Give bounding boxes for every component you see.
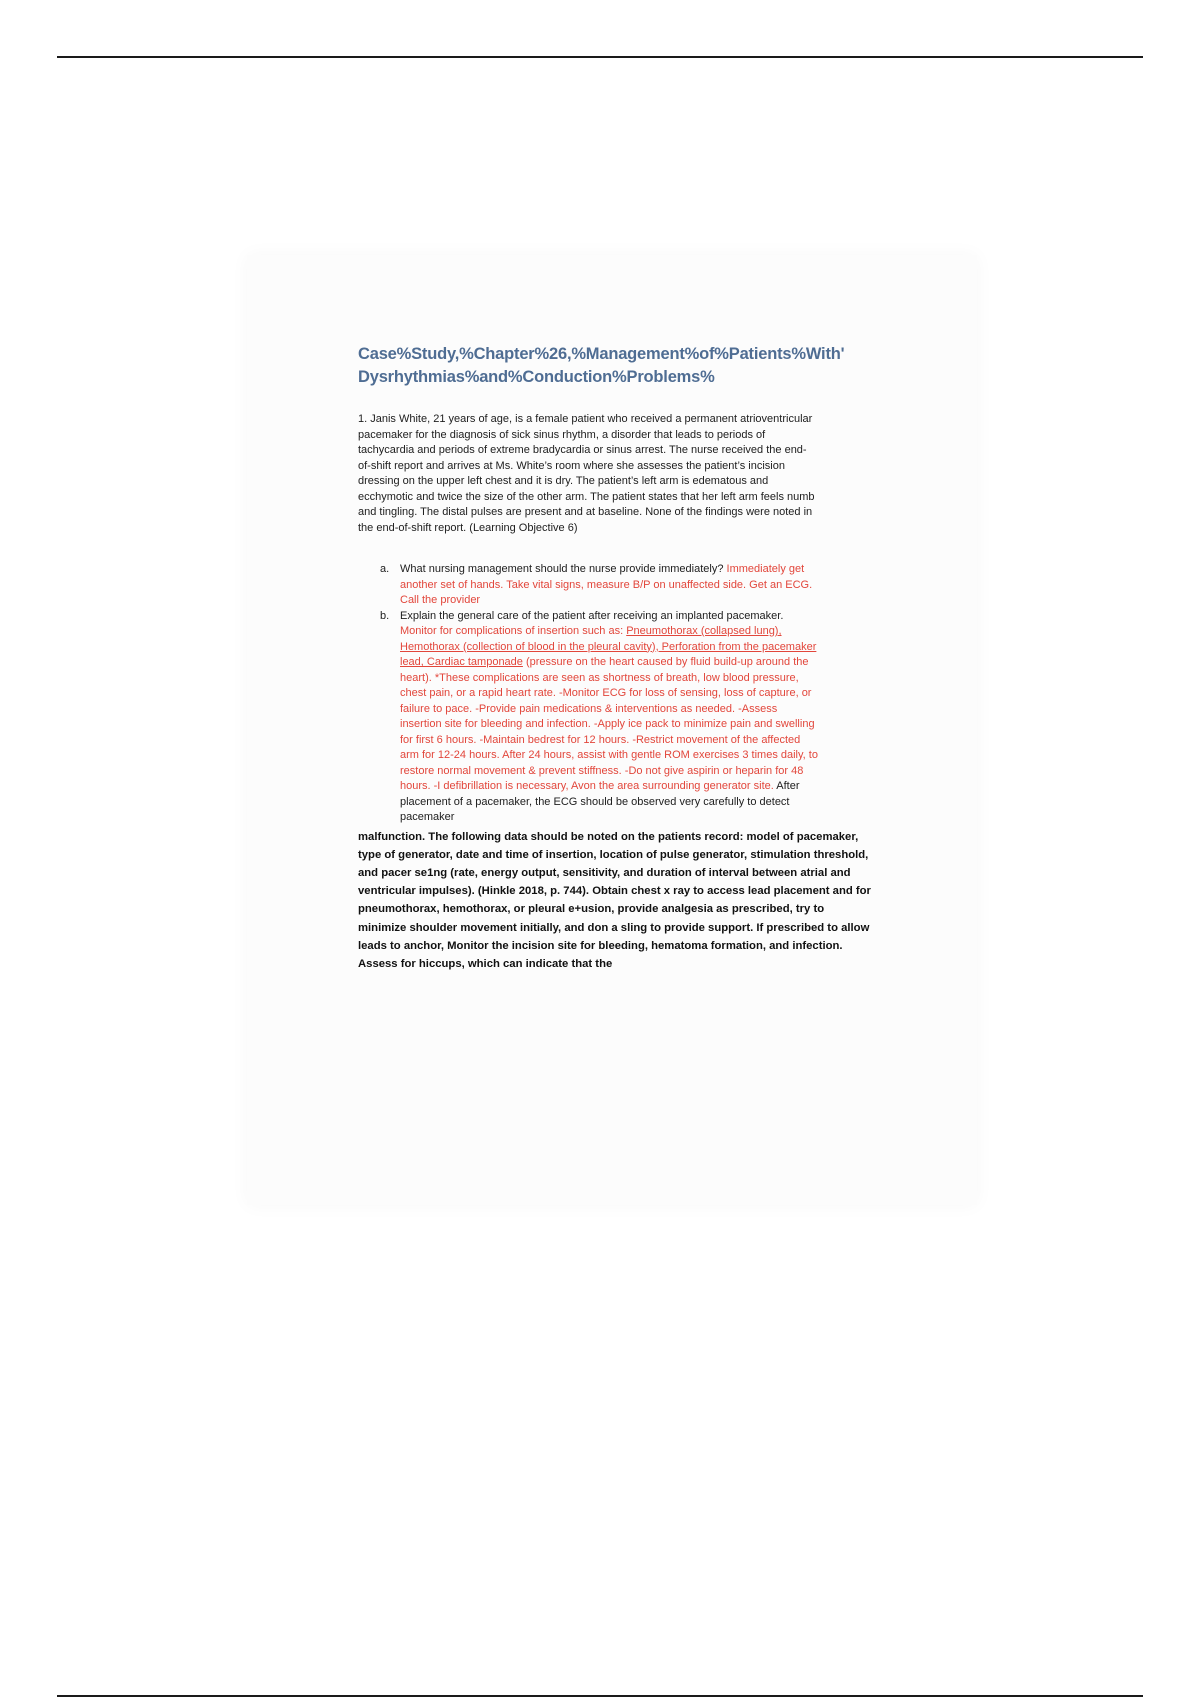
continuation-paragraph: malfunction. The following data should be noted on the patients record: model of pacemaker, type of generator, date and time of insertion, location of pulse generator, stimulation threshold, and pacer se1ng (rate, energy output, sensitivity, and duration of interval between atrial and ventricular impulses). (Hinkle 2018, p. 744). Obtain chest x ray to access lead placement and for pneumothorax, hemothorax, or pleural e+usion, provide analgesia as prescribed, try to minimize shoulder movement initially, and don a sling to provide support. If prescribed to allow leads to anchor, Monitor the incision site for bleeding, hematoma formation, and infection. Assess for hiccups, which can indicate that the <box>358 830 871 970</box>
top-rule <box>57 56 1143 58</box>
item-a-question: What nursing management should the nurse provide immediately? <box>400 563 724 575</box>
title-line-1: Case%Study,%Chapter%26,%Management%of%Patients%With' <box>358 345 845 363</box>
item-a-answer: Immediately get another set of hands. Take vital signs, measure B/P on unaffected side. Get an ECG. Call the provider <box>400 563 813 606</box>
question-intro: 1. Janis White, 21 years of age, is a female patient who received a permanent atrioventricular pacemaker for the diagnosis of sick sinus rhythm, a disorder that leads to periods of tachycardia and periods of extreme bradycardia or sinus arrest. The nurse received the end-of-shift report and arrives at Ms. White’s room where she assesses the patient’s incision dressing on the upper left chest and it is dry. The patient’s left arm is edematous and ecchymotic and twice the size of the other arm. The patient states that her left arm feels numb and tingling. The distal pulses are present and at baseline. None of the findings were noted in the end-of-shift report. (Learning Objective 6) <box>358 413 815 534</box>
item-b-question: Explain the general care of the patient after receiving an implanted pacemaker. <box>400 609 784 622</box>
item-b-marker: b. <box>380 609 390 622</box>
document-content <box>358 343 883 973</box>
question-list <box>380 562 820 826</box>
item-b-tail: After placement of a pacemaker, the ECG should be observed very carefully to detect pacemaker <box>400 780 800 823</box>
item-b-answer-rest: (pressure on the heart caused by fluid build-up around the heart). *These complications are seen as shortness of breath, low blood pressure, chest pain, or a rapid heart rate. -Monitor ECG for loss of sensing, loss of capture, or failure to pace. -Provide pain medications & interventions as needed. -Assess insertion site for bleeding and infection. -Apply ice pack to minimize pain and swelling for first 6 hours. -Maintain bedrest for 12 hours. -Restrict movement of the affected arm for 12-24 hours. After 24 hours, assist with gentle ROM exercises 3 times daily, to restore normal movement & prevent stiffness. -Do not give aspirin or heparin for 48 hours. -I defibrillation is necessary, Avon the area surrounding generator site. <box>400 656 818 792</box>
item-b-answer-underlined: Pneumothorax (collapsed lung), Hemothorax (collection of blood in the pleural cavity), Perforation from the pacemaker lead, Cardiac tamponade <box>400 625 817 668</box>
list-item-a <box>380 562 820 609</box>
document-title <box>358 343 883 389</box>
list-item-b <box>380 609 820 826</box>
item-b-answer-intro: Monitor for complications of insertion such as: <box>400 625 627 637</box>
bottom-rule <box>57 1695 1143 1697</box>
title-line-2: Dysrhythmias%and%Conduction%Problems% <box>358 368 715 386</box>
item-a-marker: a. <box>380 563 390 575</box>
